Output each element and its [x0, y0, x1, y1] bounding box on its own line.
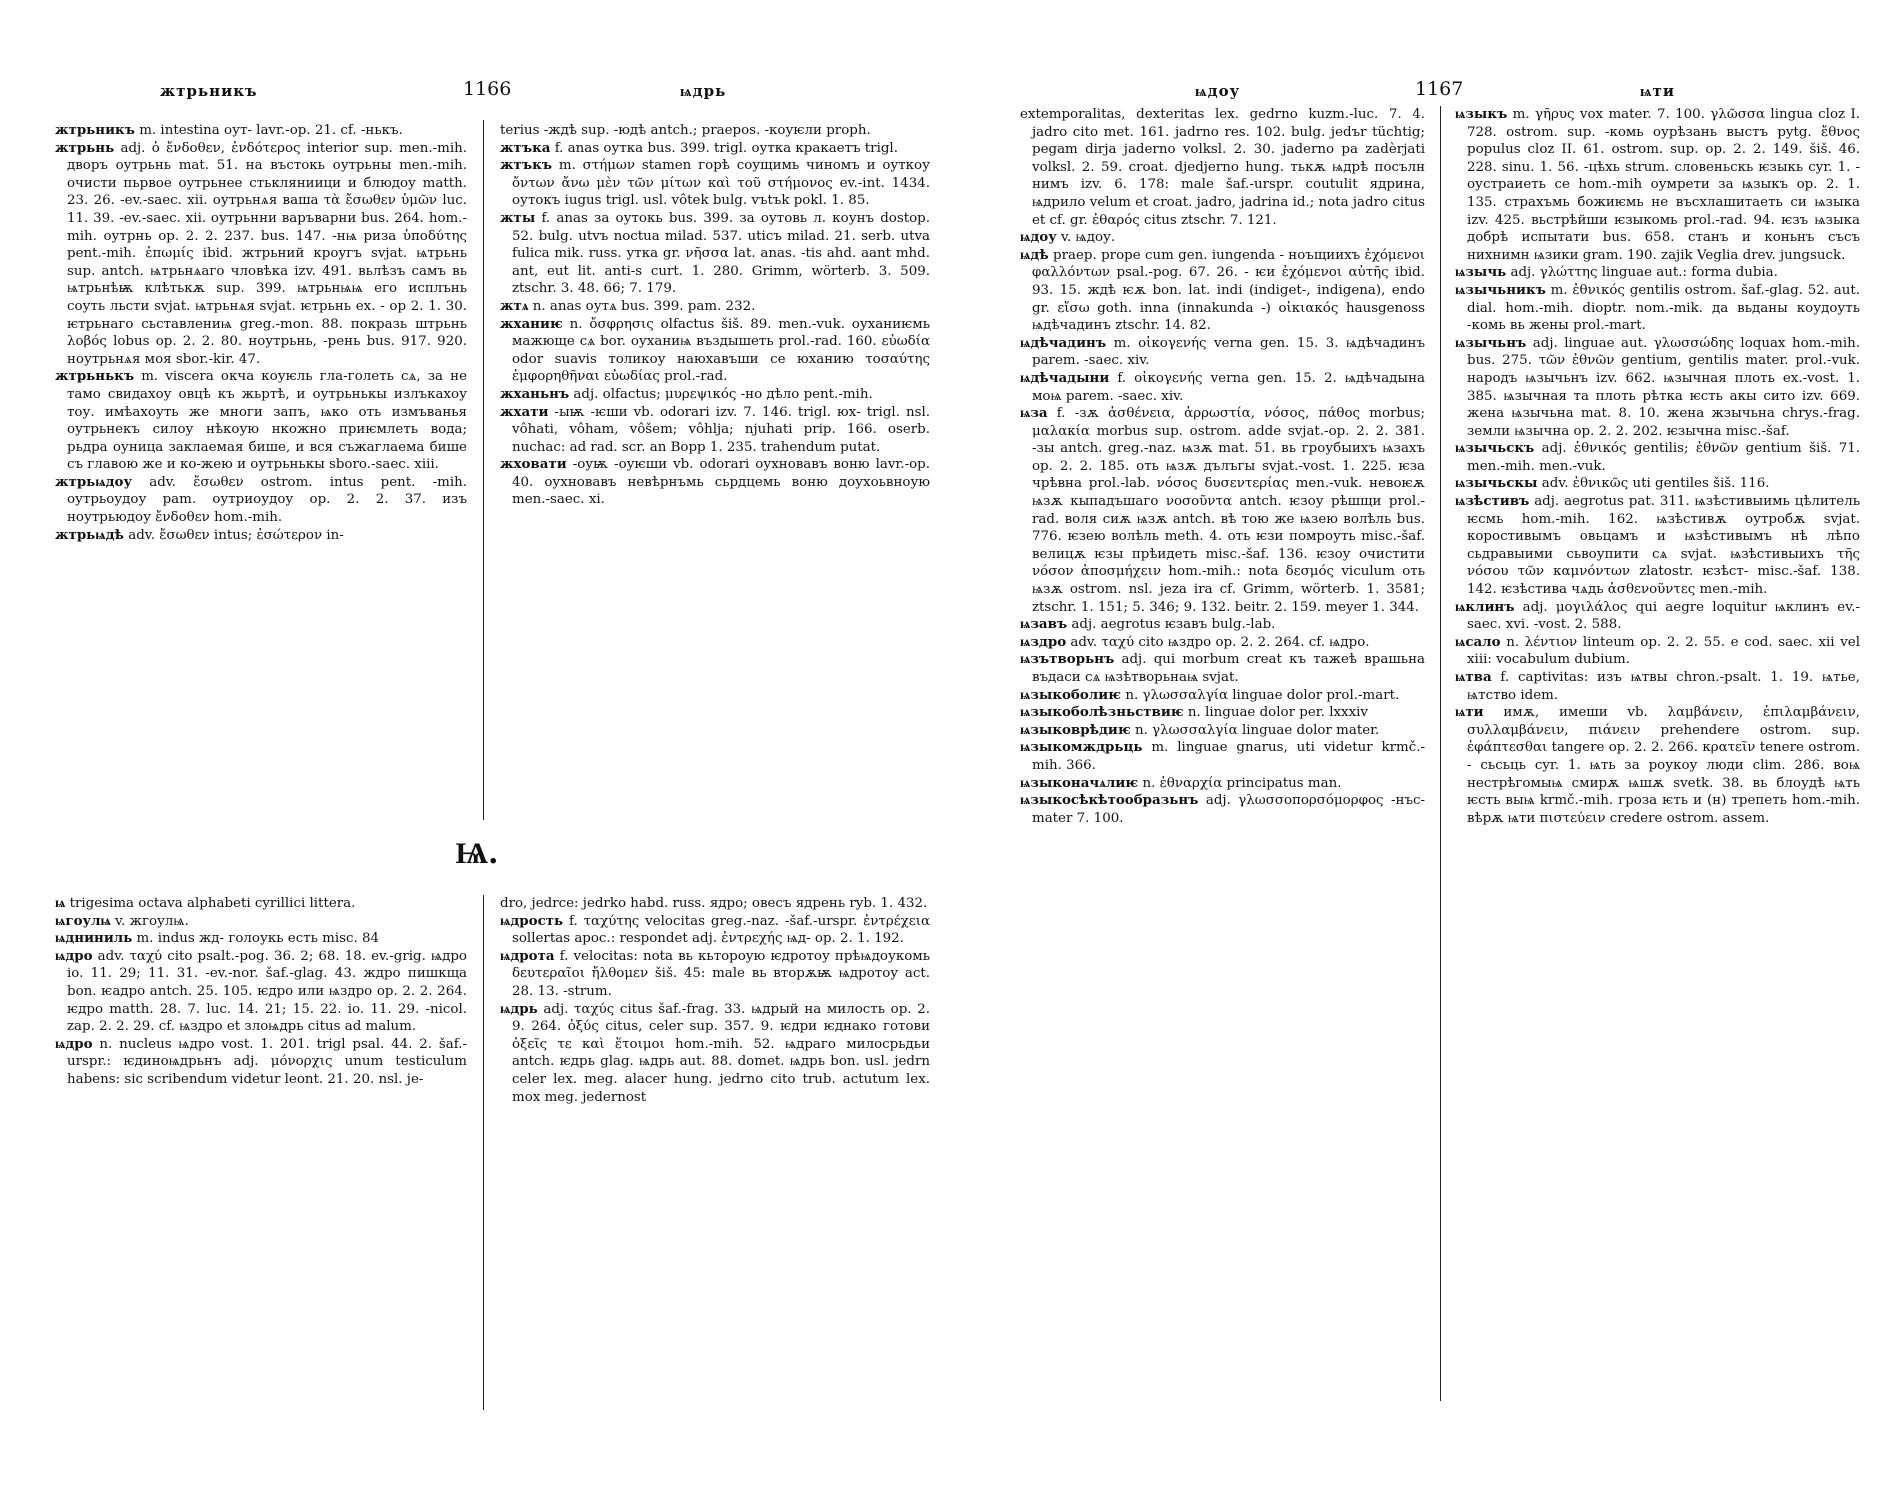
dictionary-entry	[500, 140, 930, 158]
entry-headword: ѩзѣстивъ	[1455, 493, 1530, 510]
running-head-right-word: ѩдрь	[680, 82, 727, 100]
entry-text: extemporalitas, dexteritas lex. gedrno kuzm.-luc. 7. 4. jadro cito met. 161. jadrno res. 102. bulg. jedъr tüchtig; pegam dirja jaderno volksl. 2. 30. jaderno pa zadèrjati volksl. 2. 59. croat. djedjerno hung. тькѫ ѩдрѣ посълн нимъ izv. 6. 178: male šaf.-urspr. coutulit ядрина, ѩдрило velum et croat. jadro, jadrina id.; nota jadro citus et cf. gr. ἐθαρός citus ztschr. 7. 121.	[1020, 107, 1425, 228]
entry-headword: жтрьникъ	[55, 122, 135, 138]
entry-headword: жховати	[500, 456, 567, 473]
entry-headword: жтрьѩдоу	[55, 473, 133, 490]
page-number: 1166	[463, 78, 512, 100]
column-rule	[1440, 106, 1441, 1401]
dictionary-entry	[55, 930, 467, 948]
dictionary-entry	[500, 298, 930, 316]
entry-headword: ѩдѣ	[1020, 246, 1049, 263]
column-left-4	[500, 895, 930, 1106]
entry-headword: ѩтва	[1455, 669, 1492, 685]
entry-headword: ѩзътворьнъ	[1020, 651, 1115, 668]
entry-headword: жтрьнькъ	[55, 368, 135, 385]
dictionary-entry	[55, 122, 467, 140]
dictionary-entry	[500, 895, 930, 913]
running-head-left-word: ѩдоу	[1195, 82, 1241, 100]
entry-headword: ѩгоулѩ	[55, 912, 111, 929]
entry-text: adj. γλώττης linguae aut.: forma dubia.	[1506, 265, 1778, 281]
entry-text: n. linguae dolor per. lxxxiv	[1183, 705, 1368, 721]
entry-text: adv. ταχύ cito ѩздро op. 2. 2. 264. cf. ѩдро.	[1066, 634, 1370, 650]
dictionary-entry	[1455, 475, 1860, 493]
dictionary-entry	[500, 122, 930, 140]
entry-headword: ѩдро	[55, 947, 93, 964]
dictionary-entry	[55, 474, 467, 527]
dictionary-entry	[55, 1036, 467, 1089]
dictionary-entry	[500, 210, 930, 298]
entry-headword: ѩдрь	[500, 1000, 538, 1017]
dictionary-entry	[1455, 106, 1860, 264]
column-rule	[483, 120, 484, 820]
entry-headword: ѩсало	[1455, 633, 1501, 650]
dictionary-entry	[1020, 370, 1425, 405]
entry-headword: ѩзычь	[1455, 264, 1507, 281]
entry-text: m. linguae gnarus, uti videtur krmč.-mih. 366.	[1032, 740, 1425, 773]
entry-headword: жханиѥ	[500, 315, 563, 332]
running-head-left-word: жтрьникъ	[160, 82, 258, 100]
column-right-2	[1455, 106, 1860, 827]
dictionary-entry	[1020, 616, 1425, 634]
entry-headword: жханьнъ	[500, 385, 570, 402]
dictionary-entry	[500, 404, 930, 457]
entry-text: adv. ἔσωθεν ostrom. intus pent. -mih. оутрьоудоу pam. оутриоудоу op. 2. 2. 37. изъ ноутрьюдоу ἔνδοθεν hom.-mih.	[67, 474, 467, 526]
entry-headword: жтъка	[500, 139, 551, 156]
entry-text: adv. ἐθνικῶς uti gentiles šiš. 116.	[1537, 476, 1770, 492]
entry-text: adj. aegrotus pat. 311. ѩзѣстивыимь цѣлитель ѥсмь hom.-mih. 162. ѩзѣстивѫ оутробѫ svjat. коростивымъ овьцамъ и ѩзѣстивымъ нѣ лѣпо сьдравыими сьвоупити сѧ svjat. ѩзѣстивыихъ τῆς νόσου τῶν καμνόντων zlatostr. ѥзѣст- misc.-šaf. 138. 142. ѥзѣстива чѧдь ἀσθενοῦντες men.-mih.	[1467, 494, 1860, 598]
entry-headword: ѩдѣчадыни	[1020, 369, 1110, 386]
dictionary-entry	[55, 527, 467, 545]
dictionary-entry	[500, 456, 930, 509]
entry-text: adj. ταχύς citus šaf.-frag. 33. ѩдрый на милость op. 2. 9. 264. ὀξύς citus, celer sup. 357. 9. ѥдри ѥднако готови ὀξεῖς τε καὶ ἕτοιμοι hom.-mih. 52. ѩдраго милосрьдьи antch. ѥдрь glag. ѩдрь aut. 88. domet. ѩдрь bon. usl. jedrn celer lex. meg. alacer hung. jedrno cito trub. actutum lex. mox meg. jedernost	[512, 1001, 930, 1105]
dictionary-entry	[1455, 634, 1860, 669]
dictionary-entry	[1020, 634, 1425, 652]
entry-text: adj. qui morbum creat къ тажеѣ врашьна въдаси сѧ ѩзѣтворьнаѩ svjat.	[1032, 652, 1425, 685]
entry-headword: ѩти	[1455, 704, 1484, 721]
dictionary-entry	[55, 895, 467, 913]
entry-headword: жтрьнь	[55, 139, 115, 156]
entry-text: f. -зѫ ἀσθένεια, ἀρρωστία, νόσος, πάθος morbus; μαλακία morbus sup. ostrom. adde svjat.-op. 2. 2. 381. -зы antch. greg.-naz. ѩзѫ mat. 51. вь гроубыихъ ѩзахъ op. 2. 2. 185. оть ѩзѫ дълъгы svjat.-vost. 1. 225. ѥза чрѣвна prol.-lab. νόσος δυσεντερίας men.-vuk. невоѥѫ ѩзѫ кыпадъшаго νοσοῦντα antch. ѥзоу рѣшщи prol.-rad. воля сиѫ ѩзѫ antch. вѣ тою же ѩзею волѣль bus. 776. ѥзею волѣль meth. 4. оть ѥзи помроуть misc.-šaf. велицѫ ѥзы прѣидеть misc.-šaf. 136. ѥзоу очистити νόσον ἀποσμήχειν hom.-mih.: nota δεσμός viculum оть ѩзѫ ostrom. nsl. jeza ira cf. Grimm, wörterb. 1. 3581; ztschr. 1. 151; 5. 346; 9. 132. beitr. 2. 159. meyer 1. 344.	[1032, 406, 1425, 615]
entry-text: f. velocitas: nota вь кьтороую ѥдротоу прѣѩдоукомь δευτεραῖοι ἤλθομεν šiš. 45: male вь вторѫѭ ѩдротоу act. 28. 13. -strum.	[512, 948, 930, 999]
entry-text: m. ἐθνικός gentilis ostrom. šaf.-glag. 52. aut. dial. hom.-mih. dioptr. nom.-mik. да вьданы коудоуть -комь вь жены prol.-mart.	[1467, 282, 1860, 334]
entry-text: имѫ, имеши vb. λαμβάνειν, ἐπιλαμβάνειν, συλλαμβάνειν, πιάνειν prehendere ostrom. sup. ἐφάπτεσθαι tangere op. 2. 2. 266. κρατεῖν tenere ostrom. - сьсьць cyr. 1. ѩть за роукоу люди clim. 286. воѩ нестрѣгомыѩ смирѫ ѩшѫ svetk. 38. вь блоудѣ ѩть ѥсть выѩ krmč.-mih. гроза ѥть и (н) трепеть hom.-mih. вѣрѫ ѩти πιστεύειν credere ostrom. assem.	[1467, 705, 1860, 826]
entry-headword: ѩзыконачѧлиѥ	[1020, 774, 1139, 791]
dictionary-entry	[1020, 704, 1425, 722]
entry-text: -ыѭ -ѥши vb. odorari izv. 7. 146. trigl. юх- trigl. nsl. vôhati, vôham, vôšem; vôhlja; njuhati prip. 166. oserb. nuchac: ad rad. scr. an Bopp 1. 235. trahendum putat.	[512, 404, 930, 455]
entry-text: f. anas оутка bus. 399. trigl. оутка кракаетъ trigl.	[550, 140, 898, 156]
running-head-right-word: ѩти	[1640, 82, 1676, 100]
dictionary-entry	[500, 157, 930, 210]
entry-headword: жтъкъ	[500, 157, 553, 174]
entry-headword: ѩзычьскъ	[1455, 440, 1535, 457]
column-left-3	[55, 895, 467, 1089]
entry-headword: жтрьѩдѣ	[55, 526, 124, 543]
entry-headword: жхати	[500, 403, 549, 420]
entry-text: m. indus жд- голоукь есть misc. 84	[132, 931, 380, 947]
entry-text: adj. olfactus; μυρεψικός -но дѣло pent.-mih.	[569, 386, 873, 402]
entry-headword: жтѧ	[500, 297, 529, 314]
entry-headword: ѩздро	[1020, 633, 1067, 650]
entry-text: f. anas за оутокь bus. 399. за оутовь л. коунъ dostop. 52. bulg. utvъ noctua milad. 537. uticъ milad. 21. serb. utva fulica mik. russ. утка gr. νῆσσα lat. anas. -tis ahd. aant mhd. ant, eut lit. anti-s curt. 1. 280. Grimm, wörterb. 3. 509. ztschr. 3. 48. 66; 7. 179.	[512, 210, 930, 297]
running-head-left	[55, 78, 935, 104]
entry-headword: ѩдрота	[500, 947, 555, 964]
dictionary-entry	[1020, 247, 1425, 335]
left-page	[55, 0, 935, 1500]
entry-headword: ѩдро	[55, 1035, 93, 1052]
dictionary-entry	[500, 913, 930, 948]
dictionary-entry	[55, 140, 467, 369]
dictionary-entry	[500, 948, 930, 1001]
dictionary-entry	[1020, 687, 1425, 705]
entry-text: adv. ταχύ cito psalt.-pog. 36. 2; 68. 18. ev.-grig. ѩдро io. 11. 29; 11. 31. -ev.-nor. šaf.-glag. 43. ждро пишкща bon. ѥадро antch. 25. 105. ѥдро или ѩздро op. 2. 2. 264. ѥдро matth. 28. 7. luc. 14. 21; 15. 22. io. 11. 29. -nicol. zap. 2. 2. 29. cf. ѩздро et злоѩдрь citus ad malum.	[67, 948, 467, 1035]
entry-text: adj. aegrotus ѥзавъ bulg.-lab.	[1067, 617, 1276, 633]
entry-text: adv. ἔσωθεν intus; ἐσώτερον in-	[123, 527, 344, 543]
dictionary-entry	[1455, 599, 1860, 634]
entry-text: trigesima octava alphabeti cyrillici littera.	[65, 896, 356, 911]
dictionary-entry	[1020, 775, 1425, 793]
entry-headword: жты	[500, 209, 536, 226]
entry-text: -оуѭ -оуѥши vb. odorari оухновавъ воню lavr.-op. 40. оухновавъ невѣрнъмь сьрдцемь воню доухоьвноую men.-saec. xi.	[512, 457, 930, 508]
entry-text: n. γλωσσαλγία linguae dolor mater.	[1130, 722, 1380, 738]
entry-headword: ѩзычьнъ	[1455, 334, 1527, 351]
entry-text: praep. prope cum gen. iungenda - ноъщиихъ ἐχόμενοι φαλλόντων psal.-pog. 67. 26. - ѥи ἐχόμενοι αὐτῆς ibid. 93. 15. ждѣ ѥѫ bon. lat. indi (indiget-, indigena), endo gr. εἴσω goth. inna (innakunda -) οἰκιακός hausgenoss ѩдѣчадинъ ztschr. 14. 82.	[1032, 247, 1425, 334]
entry-text: n. λέντιον linteum op. 2. 2. 55. e cod. saec. xii vel xiii: vocabulum dubium.	[1467, 634, 1860, 668]
dictionary-entry	[1020, 229, 1425, 247]
entry-text: m. viscera окча коуѥль гла-голеть сѧ, за не тамо свидахоу овцѣ къ жьртѣ, и оутрьнькы излъкахоу тоу. имѣахоуть же многи запъ, ѩко оть измъванья оутрьнекъ силоу нѣкоую нкожно приѥмлеть вода; рьдра оуница заклаемая бише, и вся съжаглаема бише съ главою же и ко-жею и оутрьнькы sboro.-saec. xiii.	[67, 369, 467, 473]
column-left-2	[500, 122, 930, 509]
entry-headword: ѩклинъ	[1455, 598, 1515, 615]
dictionary-entry	[1455, 704, 1860, 827]
dictionary-entry	[55, 368, 467, 474]
dictionary-entry	[1020, 335, 1425, 370]
dictionary-entry	[500, 316, 930, 386]
dictionary-entry	[500, 386, 930, 404]
column-rule	[483, 895, 484, 1410]
entry-text: n. γλωσσαλγία linguae dolor prol.-mart.	[1121, 687, 1400, 703]
entry-headword: ѩзавъ	[1020, 616, 1068, 633]
entry-text: v. жгоулѩ.	[110, 913, 189, 929]
dictionary-entry	[1455, 335, 1860, 441]
running-head-right	[1020, 78, 1860, 104]
entry-headword: ѩдниниль	[55, 930, 133, 947]
section-letter: Ѩ.	[455, 836, 499, 871]
entry-text: adj. μογιλάλος qui aegre loquitur ѩклинъ ev.-saec. xvi. -vost. 2. 588.	[1467, 599, 1860, 633]
dictionary-entry	[1020, 722, 1425, 740]
entry-text: m. στήμων stamen горѣ соущимь чиномъ и оуткоу ὄντων ἄνω μὲν τῶν μίτων καὶ τοῦ στήμονος ev.-int. 1434. оутокъ iugus trigl. usl. vôtek bulg. vъtъk pokl. 1. 85.	[512, 158, 930, 209]
entry-text: f. captivitas: изъ ѩтвы chron.-psalt. 1. 19. ѩтье, ѩтство idem.	[1467, 670, 1860, 703]
entry-text: m. γῆρυς vox mater. 7. 100. γλῶσσα lingua cloz I. 728. ostrom. sup. -комь оурѣзань выстъ pytg. ἔθνος populus cloz II. 61. ostrom. sup. op. 2. 2. 149. šiš. 46. 228. sinu. 1. 56. -цѣхь strum. словеньскь ѥзыкь cyr. 1. - оустраиеть се hom.-mih оумрети за ѩзыкъ op. 2. 1. 135. страхъмь божиѥмь не въсхлашитаеть си ѩзыка izv. 425. вьстрѣйши ѥзыкомь prol.-rad. 94. ѥзъ ѩзыка добрѣ испытати bus. 658. станъ и коньнъ съсъ нихнимн ѩзики gram. 190. zajik Veglia drev. jungsuck.	[1467, 107, 1860, 263]
dictionary-entry	[1020, 651, 1425, 686]
right-page	[1020, 0, 1860, 1500]
entry-headword: ѩзыкомждрьць	[1020, 739, 1143, 756]
dictionary-entry	[1020, 106, 1425, 229]
dictionary-entry	[55, 948, 467, 1036]
column-left-1	[55, 122, 467, 544]
dictionary-entry	[1455, 493, 1860, 599]
entry-headword: ѩзычьникъ	[1455, 281, 1546, 298]
entry-headword: ѩдоу	[1020, 229, 1057, 246]
entry-text: terius -ждѣ sup. -юдѣ antch.; praepos. -коуѥли proph.	[500, 123, 871, 138]
entry-text: v. ѩдоу.	[1056, 230, 1116, 246]
entry-text: adj. ὁ ἔνδοθεν, ἐνδότερος interior sup. men.-mih. дворъ оутрьнь mat. 51. на въстокь оутрьны men.-mih. очисти пьрвое оутрьнее стькляниици и блюдоу matth. 23. 26. -ev.-saec. xii. оутрьнѧя ваша τὰ ἔσωθεν ὑμῶν luc. 11. 39. -ev.-saec. xii. оутрьнни варъварни bus. 264. hom.-mih. оутрнь op. 2. 2. 237. bus. 147. -нѩ риза ὑποδύτης pent.-mih. ἐπωμίς ibid. жтрьний кроугъ svjat. ѩтрьнь sup. antch. ѩтрьнѧаго чловѣка izv. 491. вьлѣзъ самъ вь ѩтрьнѣѭ клѣтькѫ sup. 399. ѩтрьнѩѩ его исплънь соуть льсти svjat. ѩтрьнѧя svjat. ѥтрьнь ex. - op 2. 1. 30. ѥтрьнаго сьставлениѩ greg.-mon. 88. покразь штрьнь λοβός lobus op. 2. 2. 80. ноутрьнь, -рень bus. 917. 920. ноутрьнѧя моя sbor.-kir. 47.	[67, 140, 467, 367]
entry-headword: ѩдрость	[500, 912, 564, 929]
dictionary-entry	[1455, 669, 1860, 704]
dictionary-entry	[1455, 264, 1860, 282]
entry-headword: ѩза	[1020, 405, 1048, 422]
entry-headword: ѩзычьскы	[1455, 475, 1538, 492]
entry-headword: ѩзыкоболѣзньствиѥ	[1020, 704, 1184, 721]
entry-text: dro, jedrce: jedrko habd. russ. ядро; овесъ ядрень ryb. 1. 432.	[500, 896, 928, 911]
dictionary-entry	[1020, 405, 1425, 616]
dictionary-entry	[1455, 282, 1860, 335]
entry-text: m. οἰκογενής verna gen. 15. 3. ѩдѣчадинъ parem. -saec. xiv.	[1032, 335, 1425, 369]
entry-headword: ѩзыкоболиѥ	[1020, 686, 1122, 703]
dictionary-entry	[1455, 440, 1860, 475]
dictionary-entry	[1020, 739, 1425, 774]
entry-text: adj. ἐθνικός gentilis; ἐθνῶν gentium šiš. 71. men.-mih. men.-vuk.	[1467, 441, 1860, 474]
dictionary-entry	[55, 913, 467, 931]
entry-text: f. οἰκογενής verna gen. 15. 2. ѩдѣчадына моѩ parem. -saec. xiv.	[1032, 370, 1425, 404]
entry-headword: ѩзыкъ	[1455, 106, 1508, 122]
entry-headword: ѩзыкосѣкѣтообразьнъ	[1020, 792, 1199, 809]
entry-text: n. nucleus ѩдро vost. 1. 201. trigl psal. 44. 2. šaf.-urspr.: ѥдиноѩдрьнъ adj. μόνορχις unum testiculum habens: sic scribendum videtur leont. 21. 20. nsl. je-	[67, 1036, 467, 1087]
entry-headword: ѩ	[55, 895, 66, 911]
entry-text: adj. linguae aut. γλωσσώδης loquax hom.-mih. bus. 275. τῶν ἐθνῶν gentium, gentilis mater. prol.-vuk. народъ ѩзычьнъ izv. 662. ѩзычная плоть ex.-vost. 1. 385. ѩзычная та плоть рѣтка ѥсть акы сито izv. 669. жена ѩзычьна mat. 8. 10. жена жзычьна chrys.-frag. земли ѩзычна op. 2. 2. 202. ѥзычна misc.-šaf.	[1467, 335, 1860, 439]
page-number: 1167	[1415, 78, 1464, 100]
dictionary-entry	[500, 1001, 930, 1107]
dictionary-entry	[1020, 792, 1425, 827]
entry-text: m. intestina оут- lavr.-op. 21. cf. -нькъ.	[134, 123, 403, 138]
entry-text: n. ὄσφρησις olfactus šiš. 89. men.-vuk. оуханиѥмь мажюще сѧ bor. оуханиѩ въздышеть prol.-rad. 160. εὐωδία odor suavis толикоу наюхавъши се юханию τοσαύτης ἐμφορηθῆναι εὐωδίας prol.-rad.	[512, 316, 930, 385]
entry-text: n. ἐθναρχία principatus man.	[1138, 775, 1342, 791]
entry-text: adj. γλωσσοπορσόμορφος -нъс- mater 7. 100.	[1032, 793, 1425, 826]
entry-headword: ѩдѣчадинъ	[1020, 334, 1107, 351]
column-right-1	[1020, 106, 1425, 827]
entry-headword: ѩзыковрѣдиѥ	[1020, 721, 1131, 738]
entry-text: f. ταχύτης velocitas greg.-naz. -šaf.-urspr. ἐντρέχεια sollertas apoc.: respondet adj. ἐντρεχής ѩд- op. 2. 1. 192.	[512, 913, 930, 947]
entry-text: n. anas оутѧ bus. 399. pam. 232.	[528, 298, 756, 314]
